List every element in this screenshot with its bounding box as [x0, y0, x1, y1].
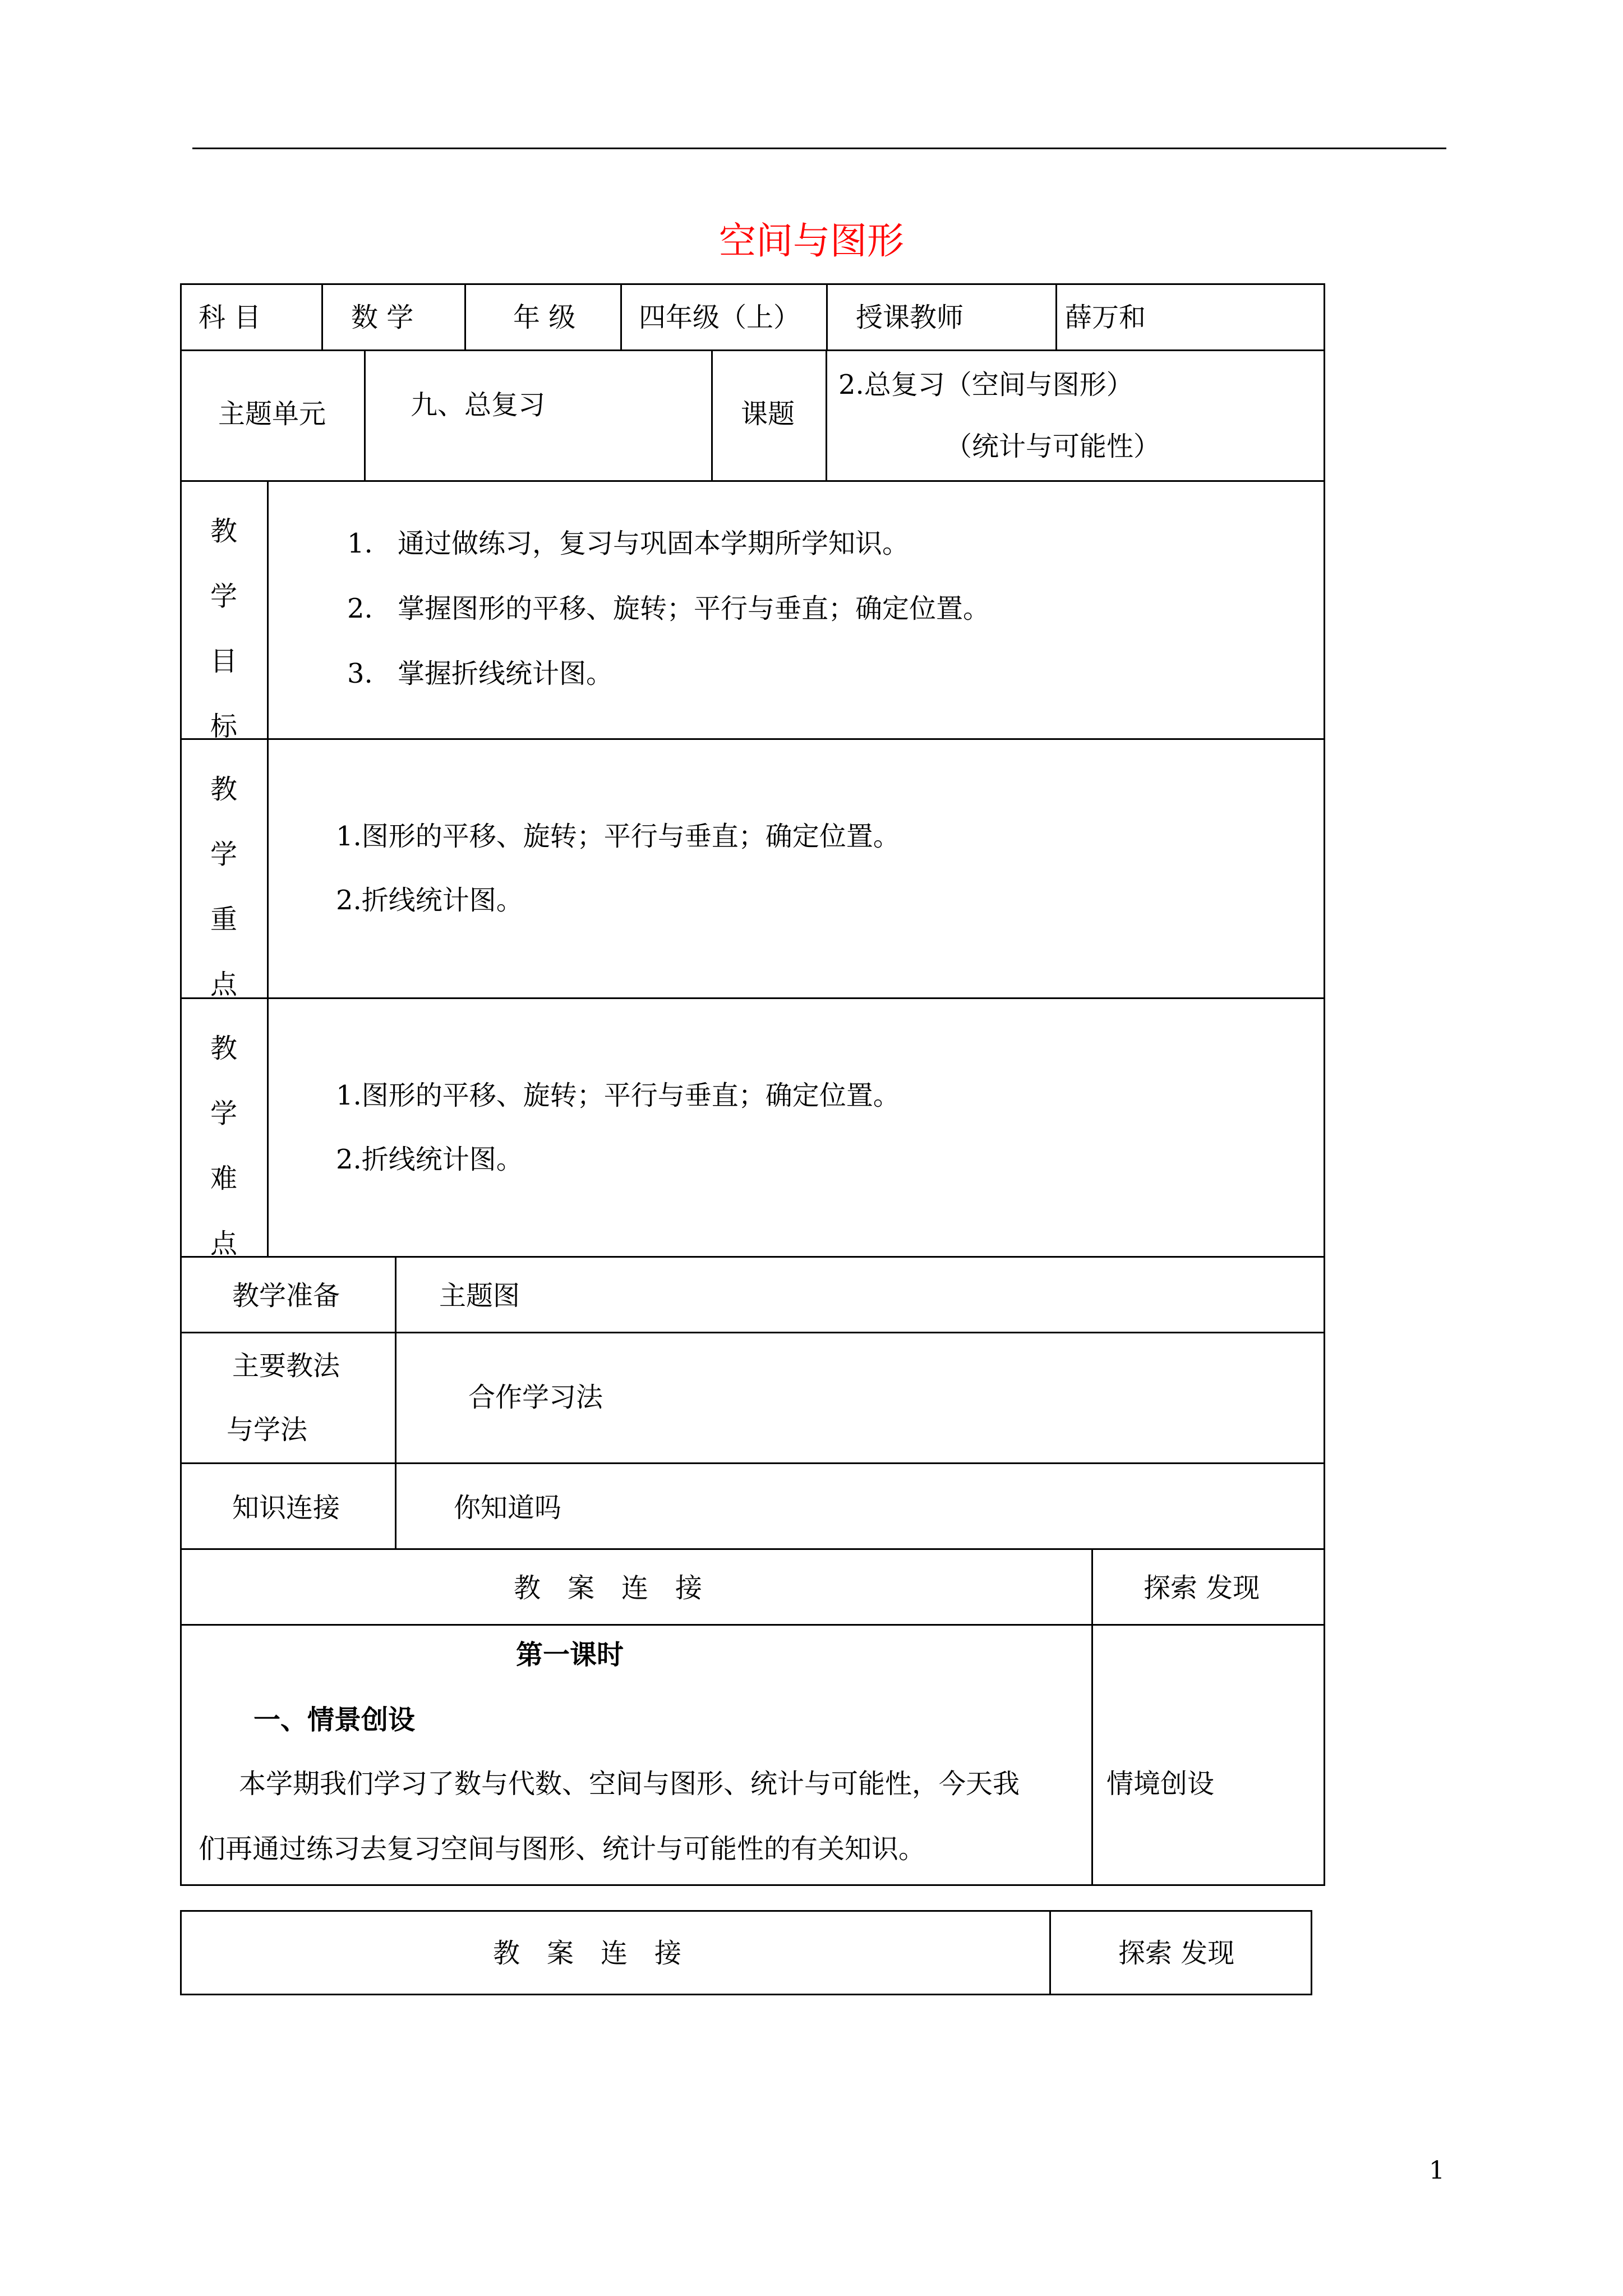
prep-label-cell — [180, 1256, 396, 1333]
goals-label: 教 学 目 标 — [210, 516, 237, 742]
subject-value: 数 学 — [351, 302, 414, 333]
keypoints-content-cell — [267, 738, 1325, 999]
page-number: 1 — [1429, 2156, 1445, 2185]
difficulties-label: 教 学 难 点 — [210, 1033, 237, 1259]
goal-2-num: 2. — [347, 593, 373, 624]
plan2-header-right: 探索 发现 — [1118, 1938, 1235, 1969]
difficulties-content-cell — [267, 997, 1325, 1258]
methods-value-cell — [395, 1332, 1325, 1464]
plan2-header-left-cell — [180, 1910, 1051, 1995]
keypoint-2: 2.折线统计图。 — [336, 885, 523, 916]
plan2-header-left: 教 案 连 接 — [493, 1938, 682, 1969]
section-title: 一、情景创设 — [253, 1704, 416, 1736]
grade-value-cell — [620, 283, 828, 351]
subject-label: 科 目 — [199, 302, 261, 333]
methods-value: 合作学习法 — [468, 1382, 603, 1413]
unit-label: 主题单元 — [218, 398, 326, 430]
prep-value: 主题图 — [439, 1280, 520, 1312]
plan-content-cell — [180, 1624, 1093, 1886]
keypoints-label: 教 学 重 点 — [210, 774, 237, 1000]
teacher-label: 授课教师 — [856, 302, 964, 333]
plan-header-left: 教 案 连 接 — [514, 1572, 703, 1604]
topic-line1: 2.总复习（空间与图形） — [838, 369, 1133, 401]
teacher-value-cell — [1055, 283, 1325, 351]
difficulty-1: 1.图形的平移、旋转；平行与垂直；确定位置。 — [336, 1080, 900, 1111]
keypoints-label-cell — [180, 738, 269, 999]
plan-header-right-cell — [1091, 1548, 1325, 1626]
plan-header-left-cell — [180, 1548, 1093, 1626]
lesson-title: 第一课时 — [516, 1639, 624, 1671]
topic-line2: （统计与可能性） — [945, 431, 1161, 462]
methods-label-line2: 与学法 — [227, 1414, 308, 1446]
knowledge-label-cell — [180, 1462, 396, 1550]
difficulties-label-cell — [180, 997, 269, 1258]
difficulty-2: 2.折线统计图。 — [336, 1144, 523, 1175]
subject-label-cell — [180, 283, 323, 351]
goal-1-num: 1. — [347, 528, 373, 559]
prep-label: 教学准备 — [232, 1280, 340, 1312]
header-rule — [192, 148, 1446, 149]
topic-label: 课题 — [741, 398, 795, 430]
knowledge-value: 你知道吗 — [454, 1492, 562, 1524]
teacher-label-cell — [826, 283, 1057, 351]
unit-value-cell — [364, 349, 713, 482]
prep-value-cell — [395, 1256, 1325, 1333]
plan-header-right: 探索 发现 — [1144, 1572, 1260, 1604]
grade-value: 四年级（上） — [639, 302, 801, 333]
goal-3-text: 掌握折线统计图。 — [398, 658, 614, 689]
unit-label-cell — [180, 349, 366, 482]
plan2-header-right-cell — [1049, 1910, 1312, 1995]
grade-label-cell — [464, 283, 622, 351]
plan-side-cell — [1091, 1624, 1325, 1886]
topic-value-cell — [826, 349, 1325, 482]
unit-value: 九、总复习 — [411, 389, 546, 421]
knowledge-label: 知识连接 — [232, 1492, 340, 1524]
grade-label: 年 级 — [513, 302, 576, 333]
goals-label-cell — [180, 480, 269, 740]
subject-value-cell — [321, 283, 466, 351]
goal-3-num: 3. — [347, 658, 373, 689]
teacher-value: 薛万和 — [1065, 302, 1146, 333]
methods-label-cell — [180, 1332, 396, 1464]
page-title: 空间与图形 — [719, 219, 904, 263]
goals-content-cell — [267, 480, 1325, 740]
keypoint-1: 1.图形的平移、旋转；平行与垂直；确定位置。 — [336, 821, 900, 852]
methods-label-line1: 主要教法 — [232, 1350, 340, 1382]
topic-label-cell — [711, 349, 827, 482]
goal-2-text: 掌握图形的平移、旋转；平行与垂直；确定位置。 — [398, 593, 990, 624]
plan-side-note: 情境创设 — [1106, 1768, 1215, 1800]
plan-para-line1: 本学期我们学习了数与代数、空间与图形、统计与可能性，今天我 — [239, 1768, 1020, 1800]
knowledge-value-cell — [395, 1462, 1325, 1550]
plan-para-line2: 们再通过练习去复习空间与图形、统计与可能性的有关知识。 — [199, 1833, 926, 1865]
goal-1-text: 通过做练习，复习与巩固本学期所学知识。 — [398, 528, 910, 559]
